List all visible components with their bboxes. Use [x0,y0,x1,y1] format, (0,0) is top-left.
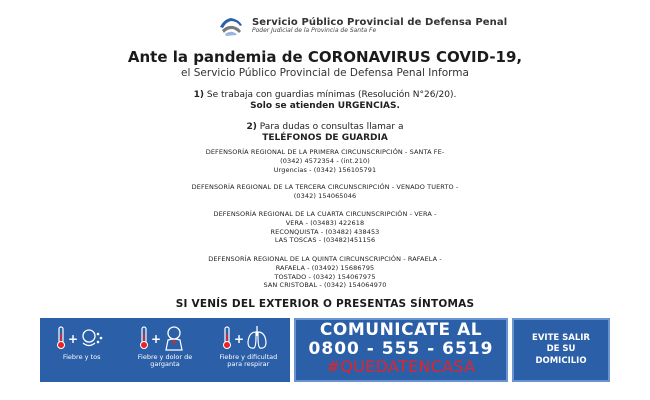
office-block-tercera [0,183,650,201]
office-phone: (0342) 4572354 - (int.210) [280,156,370,165]
office-name: DEFENSORÍA REGIONAL DE LA PRIMERA CIRCUNSCRIPCIÓN - SANTA FE- [205,148,445,156]
hotline-panel [294,318,508,382]
thermometer-throat-icon [138,324,192,352]
symptom-throat [128,324,202,368]
symptoms-panel [40,318,290,382]
symptom-label: Fiebre y dificultad para respirar [219,353,278,368]
office-phone: RECONQUISTA - (03482) 438453 [270,227,380,236]
organization-name: Servicio Público Provincial de Defensa Penal [252,17,508,29]
page-title: Ante la pandemia de CORONAVIRUS COVID-19, [127,48,523,66]
office-phone: RAFAELA - (03492) 15686795 [275,263,375,272]
office-block-cuarta [0,210,650,245]
stay-home-line: DE SU [546,344,576,355]
point-emphasis: Solo se atienden URGENCIAS. [250,101,400,112]
page-subtitle: el Servicio Público Provincial de Defensa Penal Informa [181,67,469,79]
office-name: DEFENSORÍA REGIONAL DE LA CUARTA CIRCUNSCRIPCIÓN - VERA - [213,210,437,218]
stay-home-line: EVITE SALIR [532,333,590,344]
svg-text:+: + [67,332,78,346]
office-phone: (0342) 154065046 [293,191,357,200]
symptom-label: Fiebre y dolor de garganta [137,353,193,368]
stay-home-hashtag: #QUEDATENCASA [326,357,476,377]
thermometer-lungs-icon [221,324,275,352]
office-phone: Urgencias - (0342) 156105791 [273,165,377,174]
symptom-label: Fiebre y tos [62,353,101,361]
organization-subtitle: Poder Judicial de la Provincia de Santa Fe [252,27,377,35]
office-name: DEFENSORÍA REGIONAL DE LA TERCERA CIRCUNSCRIPCIÓN - VENADO TUERTO - [191,183,459,191]
office-phone: LAS TOSCAS - (03482)451156 [274,236,376,245]
office-block-quinta [0,255,650,290]
point-number: 1) [193,90,205,100]
office-phone: VERA - (03483) 422618 [285,218,365,227]
thermometer-cough-icon [55,324,109,352]
hotline-heading: COMUNICATE AL [319,320,483,340]
hotline-number: 0800 - 555 - 6519 [308,338,494,359]
svg-text:+: + [234,332,245,346]
symptom-cough [45,324,119,361]
symptom-breathing [211,324,285,368]
office-name: DEFENSORÍA REGIONAL DE LA QUINTA CIRCUNSCRIPCIÓN - RAFAELA - [208,255,442,263]
header [218,14,507,38]
point-number: 2) [246,122,257,132]
point-emphasis: TELÉFONOS DE GUARDIA [262,133,388,144]
point-guards [0,90,650,113]
office-phone: TOSTADO - (0342) 154067975 [274,272,376,281]
office-block-primera [0,148,650,174]
point-text: Se trabaja con guardias mínimas (Resolución N°26/20). [206,90,457,100]
svg-text:+: + [150,332,162,346]
symptoms-banner-title: SI VENÍS DEL EXTERIOR O PRESENTAS SÍNTOMAS [175,298,475,310]
stay-home-line: DOMICILIO [535,355,587,366]
point-phones [0,122,650,145]
stay-home-panel [512,318,610,382]
hand-shield-logo-icon [218,15,244,37]
point-text: Para dudas o consultas llamar a [259,122,404,132]
office-phone: SAN CRISTOBAL - (0342) 154064970 [263,281,387,290]
